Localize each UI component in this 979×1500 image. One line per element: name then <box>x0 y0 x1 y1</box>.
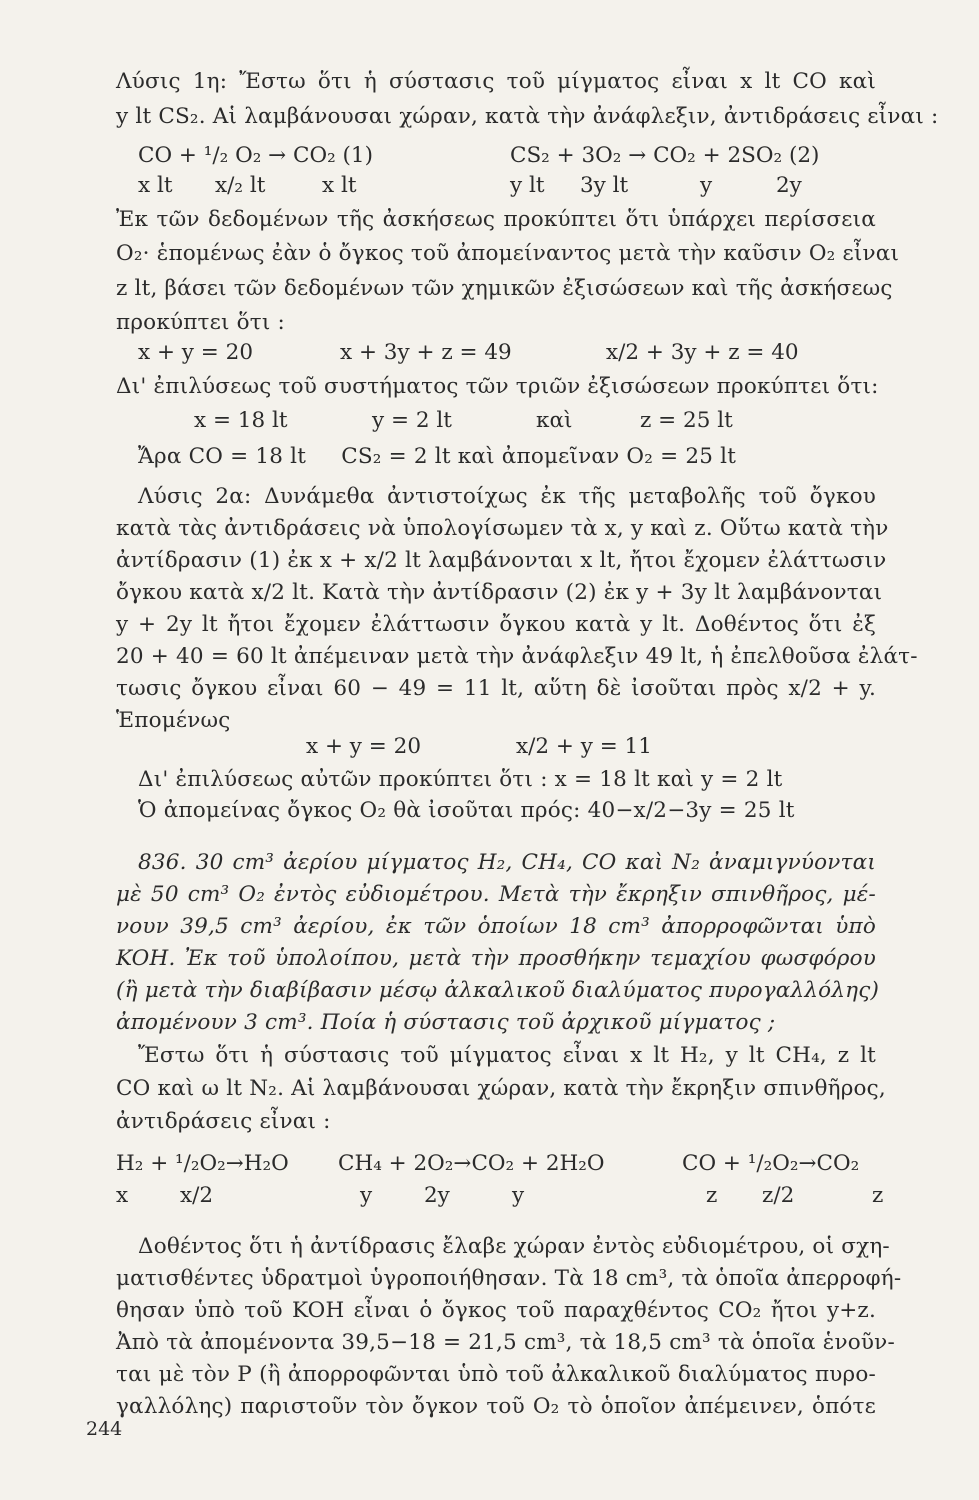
system-equation: x + y = 20 <box>306 734 421 759</box>
text-line: κατὰ τὰς ἀντιδράσεις νὰ ὑπολογίσωμεν τὰ x, y καὶ z. Οὕτω κατὰ τὴν <box>116 516 889 541</box>
problem-statement: 836. 30 cm³ ἀερίου μίγματος H₂, CH₄, CO καὶ N₂ ἀναμιγνύονται <box>138 850 876 875</box>
text-line: γαλλόλης) παριστοῦν τὸν ὄγκον τοῦ O₂ τὸ ὁποῖον ἀπέμεινεν, ὁπότε <box>116 1394 876 1419</box>
volume-label: 3y lt <box>580 173 629 198</box>
text-line: y lt CS₂. Αἱ λαμβάνουσαι χώραν, κατὰ τὴν ἀνάφλεξιν, ἀντιδράσεις εἶναι : <box>116 104 939 129</box>
text-line: Ἀπὸ τὰ ἀπομένοντα 39,5−18 = 21,5 cm³, τὰ 18,5 cm³ τὰ ὁποῖα ἑνοῦν- <box>116 1330 895 1355</box>
text-line: ἀντιδράσεις εἶναι : <box>116 1109 331 1134</box>
problem-statement: (ἢ μετὰ τὴν διαβίβασιν μέσῳ ἀλκαλικοῦ διαλύματος πυρογαλλόλης) <box>116 978 880 1003</box>
text-line: Ὁ ἀπομείνας ὄγκος O₂ θὰ ἰσοῦται πρός: 40−x/2−3y = 25 lt <box>138 798 795 823</box>
volume-label: x/2 <box>180 1183 214 1208</box>
text-line: z lt, βάσει τῶν δεδομένων τῶν χημικῶν ἐξισώσεων καὶ τῆς ἀσκήσεως <box>116 276 893 301</box>
system-equation: x + y = 20 <box>138 340 253 365</box>
text-line: προκύπτει ὅτι : <box>116 310 285 335</box>
volume-label: z/2 <box>762 1183 795 1208</box>
text-line: Ἄρα CO = 18 lt CS₂ = 2 lt καὶ ἀπομεῖναν O₂ = 25 lt <box>138 444 737 469</box>
system-equation: x/2 + y = 11 <box>516 734 652 759</box>
volume-label: x/₂ lt <box>215 173 266 198</box>
text-line: Δι' ἐπιλύσεως αὐτῶν προκύπτει ὅτι : x = 18 lt καὶ y = 2 lt <box>138 767 783 792</box>
problem-statement: νουν 39,5 cm³ ἀερίου, ἐκ τῶν ὁποίων 18 cm³ ἀπορροφῶνται ὑπὸ <box>116 914 876 939</box>
volume-label: y <box>512 1183 525 1208</box>
problem-statement: ἀπομένουν 3 cm³. Ποία ἡ σύστασις τοῦ ἀρχικοῦ μίγματος ; <box>116 1010 776 1035</box>
text-line: Λύσις 1η: Ἔστω ὅτι ἡ σύστασις τοῦ μίγματος εἶναι x lt CO καὶ <box>116 69 876 94</box>
volume-label: x <box>116 1183 129 1208</box>
solution-value: x = 18 lt <box>194 408 288 433</box>
volume-label: y <box>700 173 713 198</box>
text-line: Ἔστω ὅτι ἡ σύστασις τοῦ μίγματος εἶναι x lt H₂, y lt CH₄, z lt <box>138 1043 876 1068</box>
text-line: CO καὶ ω lt N₂. Αἱ λαμβάνουσαι χώραν, κατὰ τὴν ἔκρηξιν σπινθῆρος, <box>116 1076 886 1101</box>
volume-label: z <box>706 1183 718 1208</box>
text-line: ται μὲ τὸν P (ἢ ἀπορροφῶνται ὑπὸ τοῦ ἀλκαλικοῦ διαλύματος πυρο- <box>116 1362 876 1387</box>
system-equation: x + 3y + z = 49 <box>340 340 512 365</box>
text-line: Δι' ἐπιλύσεως τοῦ συστήματος τῶν τριῶν ἐξισώσεων προκύπτει ὅτι: <box>116 374 879 399</box>
equation-co-2: CO + ¹/₂O₂→CO₂ <box>682 1151 860 1176</box>
text-line: ἀντίδρασιν (1) ἐκ x + x/2 lt λαμβάνονται x lt, ἤτοι ἔχομεν ἐλάττωσιν <box>116 548 887 573</box>
volume-label: z <box>872 1183 884 1208</box>
text-line: 20 + 40 = 60 lt ἀπέμειναν μετὰ τὴν ἀνάφλεξιν 49 lt, ἡ ἐπελθοῦσα ἐλάτ- <box>116 644 918 669</box>
text-line: O₂· ἑπομένως ἐὰν ὁ ὄγκος τοῦ ἀπομείναντος μετὰ τὴν καῦσιν O₂ εἶναι <box>116 241 900 266</box>
volume-label: y <box>360 1183 373 1208</box>
solution-value: καὶ <box>536 408 573 433</box>
equation-h2: H₂ + ¹/₂O₂→H₂O <box>116 1151 289 1176</box>
volume-label: y lt <box>510 173 545 198</box>
text-line: Ἐκ τῶν δεδομένων τῆς ἀσκήσεως προκύπτει ὅτι ὑπάρχει περίσσεια <box>116 207 876 232</box>
text-line: τωσις ὄγκου εἶναι 60 − 49 = 11 lt, αὕτη δὲ ἰσοῦται πρὸς x/2 + y. <box>116 676 876 701</box>
text-line: Ἑπομένως <box>116 708 231 733</box>
text-line: ματισθέντες ὑδρατμοὶ ὑγροποιήθησαν. Τὰ 18 cm³, τὰ ὁποῖα ἀπερροφή- <box>116 1266 902 1291</box>
volume-label: 2y <box>776 173 802 198</box>
equation-ch4: CH₄ + 2O₂→CO₂ + 2H₂O <box>338 1151 605 1176</box>
solution-value: y = 2 lt <box>372 408 452 433</box>
page-number: 244 <box>86 1418 123 1440</box>
equation-cs2: CS₂ + 3O₂ → CO₂ + 2SO₂ (2) <box>510 143 820 168</box>
problem-statement: μὲ 50 cm³ O₂ ἐντὸς εὐδιομέτρου. Μετὰ τὴν ἔκρηξιν σπινθῆρος, μέ- <box>116 882 876 907</box>
text-line: y + 2y lt ἤτοι ἔχομεν ἐλάττωσιν ὄγκου κατὰ y lt. Δοθέντος ὅτι ἐξ <box>116 612 876 637</box>
volume-label: 2y <box>424 1183 450 1208</box>
equation-co: CO + ¹/₂ O₂ → CO₂ (1) <box>138 143 373 168</box>
text-line: ὄγκου κατὰ x/2 lt. Κατὰ τὴν ἀντίδρασιν (2) ἐκ y + 3y lt λαμβάνονται <box>116 580 883 605</box>
volume-label: x lt <box>322 173 357 198</box>
text-line: Δοθέντος ὅτι ἡ ἀντίδρασις ἔλαβε χώραν ἐντὸς εὐδιομέτρου, οἱ σχη- <box>138 1234 890 1259</box>
volume-label: x lt <box>138 173 173 198</box>
solution-value: z = 25 lt <box>640 408 733 433</box>
system-equation: x/2 + 3y + z = 40 <box>606 340 799 365</box>
text-line: θησαν ὑπὸ τοῦ KOH εἶναι ὁ ὄγκος τοῦ παραχθέντος CO₂ ἤτοι y+z. <box>116 1298 876 1323</box>
text-line: Λύσις 2α: Δυνάμεθα ἀντιστοίχως ἐκ τῆς μεταβολῆς τοῦ ὄγκου <box>138 484 876 509</box>
problem-statement: KOH. Ἐκ τοῦ ὑπολοίπου, μετὰ τὴν προσθήκην τεμαχίου φωσφόρου <box>116 946 876 971</box>
